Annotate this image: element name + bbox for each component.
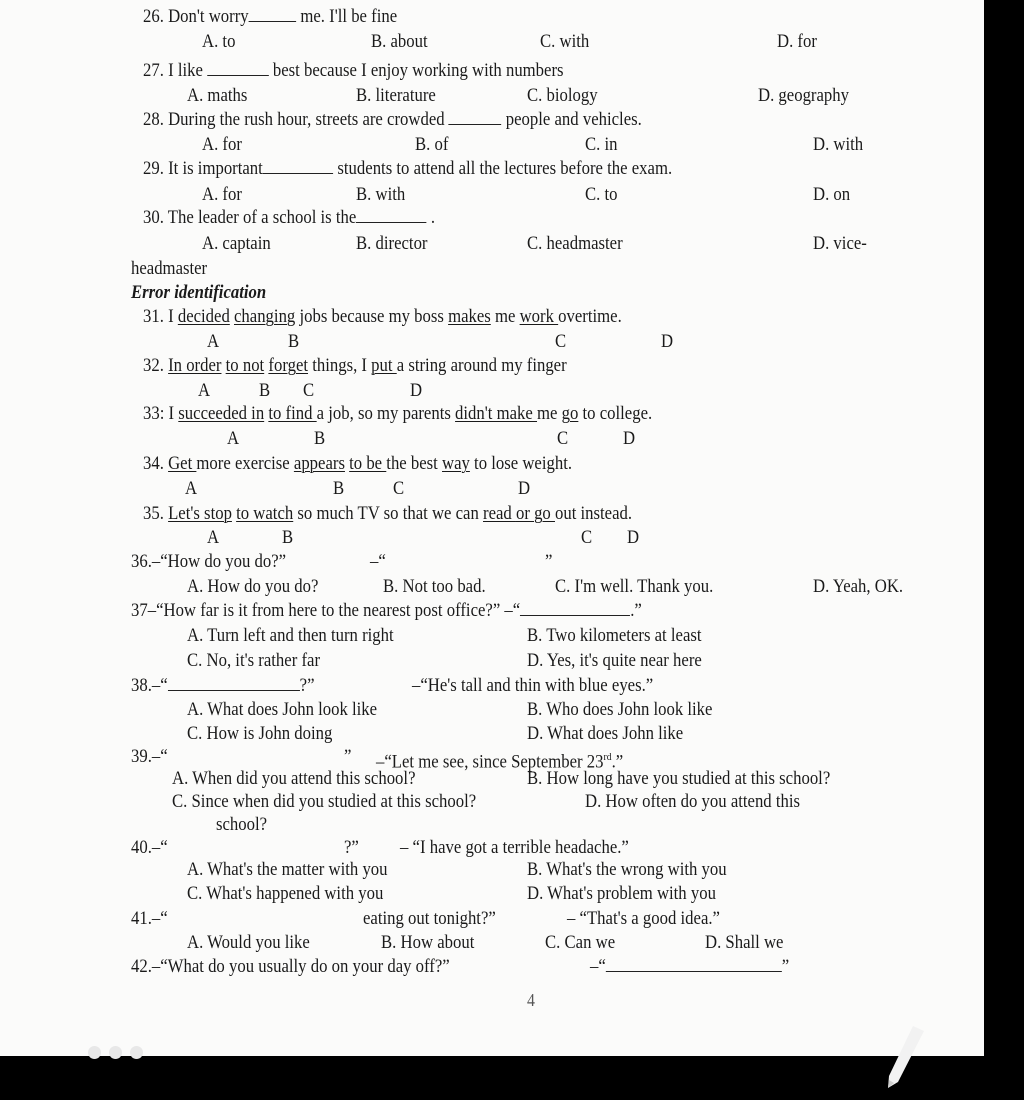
- option-39c: C. Since when did you studied at this school?: [172, 791, 477, 812]
- dot: [109, 1046, 122, 1059]
- question-39: 39.–“: [131, 746, 168, 767]
- question-41-reply: – “That's a good idea.”: [567, 908, 720, 929]
- question-40: 40.–“: [131, 837, 168, 858]
- label-33d: D: [623, 428, 636, 449]
- option-26c: C. with: [540, 31, 590, 52]
- question-36-reply-open: –“: [370, 551, 386, 572]
- option-39d-continued: school?: [216, 814, 268, 835]
- option-37d: D. Yes, it's quite near here: [527, 650, 702, 671]
- question-42: 42.–“What do you usually do on your day off?”: [131, 956, 450, 977]
- option-40a: A. What's the matter with you: [187, 859, 388, 880]
- option-28a: A. for: [202, 134, 242, 155]
- label-32d: D: [410, 380, 423, 401]
- option-30b: B. director: [356, 233, 428, 254]
- label-33c: C: [557, 428, 569, 449]
- label-34d: D: [518, 478, 531, 499]
- question-35: 35. Let's stop to watch so much TV so that we can read or go out instead.: [143, 503, 633, 524]
- option-30d-continued: headmaster: [131, 258, 208, 279]
- option-36b: B. Not too bad.: [383, 576, 486, 597]
- option-30d: D. vice-: [813, 233, 867, 254]
- label-34c: C: [393, 478, 405, 499]
- label-35c: C: [581, 527, 593, 548]
- question-41-stem: eating out tonight?”: [363, 908, 496, 929]
- option-28d: D. with: [813, 134, 864, 155]
- option-28c: C. in: [585, 134, 618, 155]
- option-30a: A. captain: [202, 233, 271, 254]
- question-32: 32. In order to not forget things, I put a string around my finger: [143, 355, 567, 376]
- option-40d: D. What's problem with you: [527, 883, 716, 904]
- option-27a: A. maths: [187, 85, 248, 106]
- question-31: 31. I decided changing jobs because my boss makes me work overtime.: [143, 306, 622, 327]
- question-26: 26. Don't worry me. I'll be fine: [143, 6, 398, 27]
- label-32b: B: [259, 380, 271, 401]
- option-39b: B. How long have you studied at this school?: [527, 768, 831, 789]
- option-36a: A. How do you do?: [187, 576, 319, 597]
- question-33: 33: I succeeded in to find a job, so my parents didn't make me go to college.: [143, 403, 653, 424]
- question-40-close: ?”: [344, 837, 359, 858]
- question-39-close: ”: [344, 746, 352, 767]
- option-40c: C. What's happened with you: [187, 883, 384, 904]
- option-30c: C. headmaster: [527, 233, 623, 254]
- label-34a: A: [185, 478, 198, 499]
- option-26a: A. to: [202, 31, 236, 52]
- option-29d: D. on: [813, 184, 851, 205]
- more-dots-icon[interactable]: [88, 1046, 143, 1059]
- question-36-reply-close: ”: [545, 551, 553, 572]
- question-38: 38.–“ ?”: [131, 675, 315, 696]
- option-27c: C. biology: [527, 85, 598, 106]
- question-34: 34. Get more exercise appears to be the best way to lose weight.: [143, 453, 573, 474]
- option-28b: B. of: [415, 134, 449, 155]
- option-29b: B. with: [356, 184, 406, 205]
- option-39a: A. When did you attend this school?: [172, 768, 416, 789]
- label-32a: A: [198, 380, 211, 401]
- label-33b: B: [314, 428, 326, 449]
- option-29c: C. to: [585, 184, 618, 205]
- option-41c: C. Can we: [545, 932, 616, 953]
- option-37b: B. Two kilometers at least: [527, 625, 702, 646]
- pen-icon[interactable]: [880, 1022, 930, 1097]
- option-27d: D. geography: [758, 85, 850, 106]
- option-26d: D. for: [777, 31, 817, 52]
- page-number: 4: [527, 990, 535, 1010]
- question-28: 28. During the rush hour, streets are crowded people and vehicles.: [143, 109, 642, 130]
- label-32c: C: [303, 380, 315, 401]
- question-29: 29. It is important students to attend all the lectures before the exam.: [143, 158, 673, 179]
- option-26b: B. about: [371, 31, 428, 52]
- option-41b: B. How about: [381, 932, 475, 953]
- label-31a: A: [207, 331, 220, 352]
- label-31d: D: [661, 331, 674, 352]
- label-35a: A: [207, 527, 220, 548]
- option-41a: A. Would you like: [187, 932, 310, 953]
- label-34b: B: [333, 478, 345, 499]
- question-36: 36.–“How do you do?”: [131, 551, 287, 572]
- option-37a: A. Turn left and then turn right: [187, 625, 394, 646]
- question-39-reply: –“Let me see, since September 23rd.”: [376, 751, 624, 773]
- label-33a: A: [227, 428, 240, 449]
- question-27: 27. I like best because I enjoy working with numbers: [143, 60, 564, 81]
- label-35b: B: [282, 527, 294, 548]
- option-38c: C. How is John doing: [187, 723, 333, 744]
- question-42-reply: –“ ”: [590, 956, 790, 977]
- question-37: 37–“How far is it from here to the nearest post office?” –“ .”: [131, 600, 642, 621]
- option-38a: A. What does John look like: [187, 699, 378, 720]
- label-31c: C: [555, 331, 567, 352]
- option-39d: D. How often do you attend this: [585, 791, 801, 812]
- label-35d: D: [627, 527, 640, 548]
- option-38b: B. Who does John look like: [527, 699, 713, 720]
- label-31b: B: [288, 331, 300, 352]
- option-37c: C. No, it's rather far: [187, 650, 321, 671]
- question-41: 41.–“: [131, 908, 168, 929]
- option-27b: B. literature: [356, 85, 436, 106]
- question-40-reply: – “I have got a terrible headache.”: [400, 837, 629, 858]
- dot: [88, 1046, 101, 1059]
- question-38-reply: –“He's tall and thin with blue eyes.”: [412, 675, 654, 696]
- option-36d: D. Yeah, OK.: [813, 576, 904, 597]
- section-heading: Error identification: [131, 282, 267, 303]
- option-41d: D. Shall we: [705, 932, 784, 953]
- dot: [130, 1046, 143, 1059]
- option-38d: D. What does John like: [527, 723, 684, 744]
- option-36c: C. I'm well. Thank you.: [555, 576, 714, 597]
- pen-icon-graphic: [880, 1022, 930, 1092]
- option-40b: B. What's the wrong with you: [527, 859, 727, 880]
- question-30: 30. The leader of a school is the .: [143, 207, 436, 228]
- option-29a: A. for: [202, 184, 242, 205]
